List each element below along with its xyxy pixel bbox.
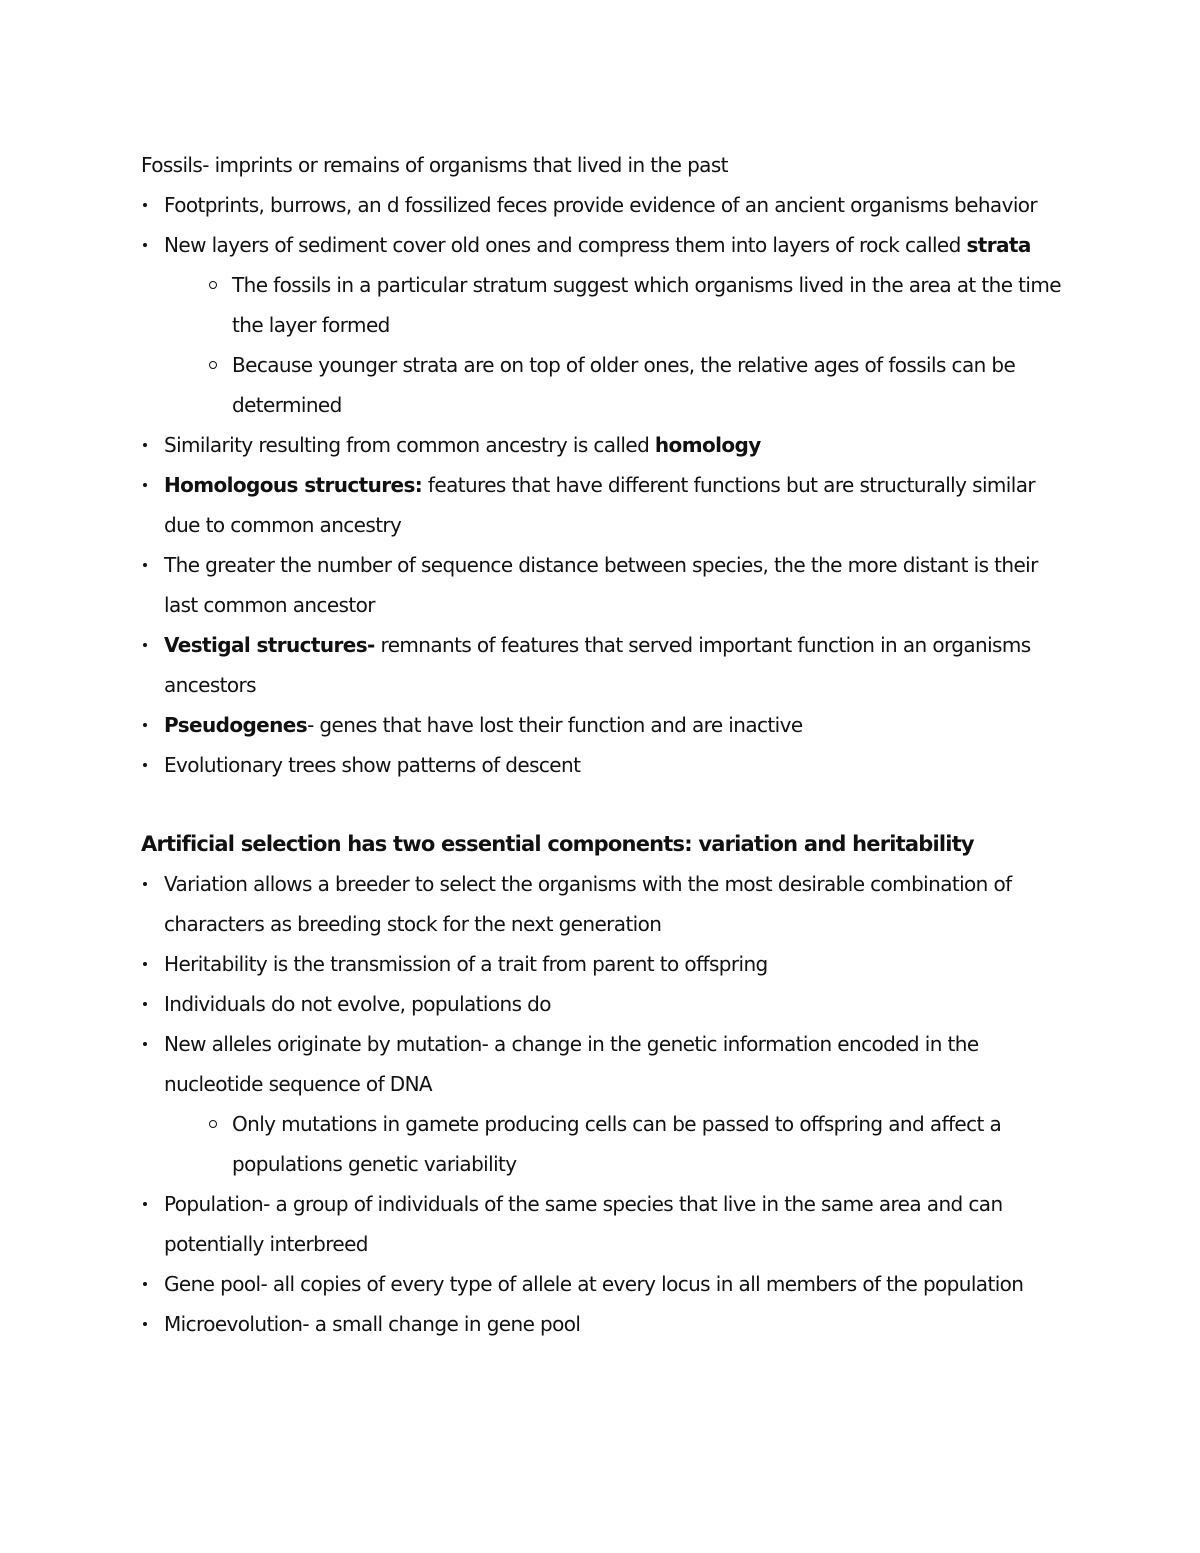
sub-bullet-list: [164, 265, 1061, 425]
key-term: strata: [966, 233, 1031, 257]
key-term: homology: [654, 433, 761, 457]
sub-list-item: Because younger strata are on top of older ones, the relative ages of fossils can be determined: [164, 345, 1061, 425]
selection-bullet-list: [141, 864, 1061, 1344]
key-term: Vestigal structures-: [164, 633, 375, 657]
list-item: Gene pool- all copies of every type of allele at every locus in all members of the population: [141, 1264, 1061, 1304]
section-heading: Artificial selection has two essential components: variation and heritability: [141, 832, 974, 856]
list-item: Homologous structures: features that have different functions but are structurally similar due to common ancestry: [141, 465, 1061, 545]
key-term: Pseudogenes: [164, 713, 308, 737]
document-content: [141, 145, 1061, 1344]
list-item: Population- a group of individuals of the same species that live in the same area and can potentially interbreed: [141, 1184, 1061, 1264]
list-item: Pseudogenes- genes that have lost their function and are inactive: [141, 705, 1061, 745]
list-item: Microevolution- a small change in gene pool: [141, 1304, 1061, 1344]
list-item: Similarity resulting from common ancestry is called homology: [141, 425, 1061, 465]
fossils-definition: Fossils- imprints or remains of organisms that lived in the past: [141, 153, 728, 177]
list-item: Heritability is the transmission of a trait from parent to offspring: [141, 944, 1061, 984]
sub-bullet-list: [164, 1104, 1061, 1184]
list-item: New alleles originate by mutation- a change in the genetic information encoded in the nucleotide sequence of DNA Only mutations in gamete producing cells can be passed to offspring and affect a populations genetic variability: [141, 1024, 1061, 1184]
fossils-bullet-list: [141, 185, 1061, 785]
key-term: Homologous structures:: [164, 473, 423, 497]
sub-list-item: The fossils in a particular stratum suggest which organisms lived in the area at the time the layer formed: [164, 265, 1061, 345]
list-item: Vestigal structures- remnants of features that served important function in an organisms ancestors: [141, 625, 1061, 705]
list-item: Evolutionary trees show patterns of descent: [141, 745, 1061, 785]
sub-list-item: Only mutations in gamete producing cells can be passed to offspring and affect a populations genetic variability: [164, 1104, 1061, 1184]
list-item: Variation allows a breeder to select the organisms with the most desirable combination of characters as breeding stock for the next generation: [141, 864, 1061, 944]
list-item: New layers of sediment cover old ones and compress them into layers of rock called strata The fossils in a particular stratum suggest which organisms lived in the area at the time the layer formed Because younger strata are on top of older ones, the relative ages of fossils can be determined: [141, 225, 1061, 425]
list-item: Footprints, burrows, an d fossilized feces provide evidence of an ancient organisms behavior: [141, 185, 1061, 225]
list-item: Individuals do not evolve, populations do: [141, 984, 1061, 1024]
list-item: The greater the number of sequence distance between species, the the more distant is their last common ancestor: [141, 545, 1061, 625]
